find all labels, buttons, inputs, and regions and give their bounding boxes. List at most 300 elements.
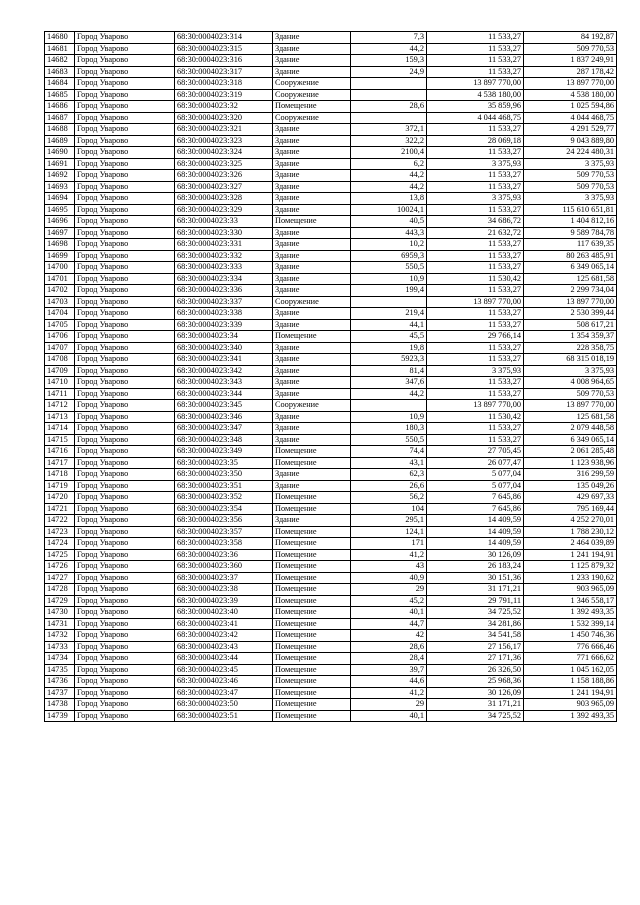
area-cell: 29 xyxy=(351,699,427,711)
object-type-cell: Здание xyxy=(273,365,351,377)
area-cell: 45,2 xyxy=(351,595,427,607)
specific-value-cell: 29 766,14 xyxy=(427,331,524,343)
cadastral-value-cell: 125 681,58 xyxy=(524,411,617,423)
row-number-cell: 14708 xyxy=(45,354,75,366)
table-row xyxy=(45,492,617,504)
table-row xyxy=(45,687,617,699)
object-type-cell: Помещение xyxy=(273,457,351,469)
cadastral-number-cell: 68:30:0004023:33 xyxy=(175,216,273,228)
area-cell: 44,2 xyxy=(351,388,427,400)
row-number-cell: 14699 xyxy=(45,250,75,262)
row-number-cell: 14726 xyxy=(45,561,75,573)
object-type-cell: Помещение xyxy=(273,492,351,504)
area-cell: 40,1 xyxy=(351,710,427,722)
area-cell: 550,5 xyxy=(351,262,427,274)
locality-cell: Город Уварово xyxy=(75,227,175,239)
row-number-cell: 14696 xyxy=(45,216,75,228)
table-row xyxy=(45,158,617,170)
object-type-cell: Здание xyxy=(273,262,351,274)
cadastral-value-cell: 6 349 065,14 xyxy=(524,434,617,446)
area-cell: 41,2 xyxy=(351,549,427,561)
area-cell: 10,9 xyxy=(351,273,427,285)
locality-cell: Город Уварово xyxy=(75,618,175,630)
table-row xyxy=(45,239,617,251)
area-cell: 159,3 xyxy=(351,55,427,67)
table-row xyxy=(45,595,617,607)
table-row xyxy=(45,423,617,435)
table-row xyxy=(45,365,617,377)
table-row xyxy=(45,135,617,147)
row-number-cell: 14689 xyxy=(45,135,75,147)
cadastral-number-cell: 68:30:0004023:323 xyxy=(175,135,273,147)
cadastral-number-cell: 68:30:0004023:327 xyxy=(175,181,273,193)
cadastral-value-cell: 508 617,21 xyxy=(524,319,617,331)
table-row xyxy=(45,319,617,331)
object-type-cell: Помещение xyxy=(273,446,351,458)
table-row xyxy=(45,653,617,665)
table-row xyxy=(45,630,617,642)
row-number-cell: 14698 xyxy=(45,239,75,251)
row-number-cell: 14735 xyxy=(45,664,75,676)
table-row xyxy=(45,193,617,205)
table-row xyxy=(45,66,617,78)
cadastral-number-cell: 68:30:0004023:37 xyxy=(175,572,273,584)
row-number-cell: 14706 xyxy=(45,331,75,343)
cadastral-value-cell: 1 354 359,37 xyxy=(524,331,617,343)
object-type-cell: Здание xyxy=(273,273,351,285)
cadastral-value-cell: 115 610 651,81 xyxy=(524,204,617,216)
locality-cell: Город Уварово xyxy=(75,400,175,412)
cadastral-value-cell: 1 404 812,16 xyxy=(524,216,617,228)
table-row xyxy=(45,273,617,285)
locality-cell: Город Уварово xyxy=(75,273,175,285)
specific-value-cell: 11 533,27 xyxy=(427,319,524,331)
object-type-cell: Помещение xyxy=(273,216,351,228)
table-row xyxy=(45,296,617,308)
cadastral-number-cell: 68:30:0004023:358 xyxy=(175,538,273,550)
object-type-cell: Здание xyxy=(273,285,351,297)
table-row xyxy=(45,308,617,320)
area-cell: 19,8 xyxy=(351,342,427,354)
object-type-cell: Здание xyxy=(273,227,351,239)
row-number-cell: 14700 xyxy=(45,262,75,274)
cadastral-number-cell: 68:30:0004023:338 xyxy=(175,308,273,320)
cadastral-number-cell: 68:30:0004023:319 xyxy=(175,89,273,101)
cadastral-number-cell: 68:30:0004023:340 xyxy=(175,342,273,354)
row-number-cell: 14680 xyxy=(45,32,75,44)
specific-value-cell: 11 533,27 xyxy=(427,342,524,354)
object-type-cell: Сооружение xyxy=(273,296,351,308)
cadastral-number-cell: 68:30:0004023:36 xyxy=(175,549,273,561)
specific-value-cell: 11 533,27 xyxy=(427,377,524,389)
locality-cell: Город Уварово xyxy=(75,492,175,504)
cadastral-value-cell: 2 079 448,58 xyxy=(524,423,617,435)
object-type-cell: Здание xyxy=(273,354,351,366)
area-cell: 81,4 xyxy=(351,365,427,377)
table-row xyxy=(45,641,617,653)
table-row xyxy=(45,469,617,481)
row-number-cell: 14723 xyxy=(45,526,75,538)
object-type-cell: Сооружение xyxy=(273,78,351,90)
cadastral-number-cell: 68:30:0004023:38 xyxy=(175,584,273,596)
specific-value-cell: 11 533,27 xyxy=(427,423,524,435)
specific-value-cell: 11 533,27 xyxy=(427,354,524,366)
cadastral-number-cell: 68:30:0004023:50 xyxy=(175,699,273,711)
table-row xyxy=(45,538,617,550)
area-cell: 44,1 xyxy=(351,319,427,331)
locality-cell: Город Уварово xyxy=(75,607,175,619)
locality-cell: Город Уварово xyxy=(75,262,175,274)
area-cell: 5923,3 xyxy=(351,354,427,366)
row-number-cell: 14719 xyxy=(45,480,75,492)
area-cell: 62,3 xyxy=(351,469,427,481)
cadastral-number-cell: 68:30:0004023:352 xyxy=(175,492,273,504)
row-number-cell: 14709 xyxy=(45,365,75,377)
object-type-cell: Здание xyxy=(273,170,351,182)
table-row xyxy=(45,227,617,239)
cadastral-value-cell: 3 375,93 xyxy=(524,193,617,205)
row-number-cell: 14713 xyxy=(45,411,75,423)
cadastral-value-cell: 2 464 039,89 xyxy=(524,538,617,550)
row-number-cell: 14681 xyxy=(45,43,75,55)
specific-value-cell: 26 077,47 xyxy=(427,457,524,469)
object-type-cell: Здание xyxy=(273,480,351,492)
table-row xyxy=(45,515,617,527)
cadastral-number-cell: 68:30:0004023:318 xyxy=(175,78,273,90)
specific-value-cell: 11 533,27 xyxy=(427,170,524,182)
cadastral-number-cell: 68:30:0004023:32 xyxy=(175,101,273,113)
specific-value-cell: 30 126,09 xyxy=(427,549,524,561)
cadastral-value-cell: 1 532 399,14 xyxy=(524,618,617,630)
row-number-cell: 14693 xyxy=(45,181,75,193)
cadastral-value-cell: 4 008 964,65 xyxy=(524,377,617,389)
area-cell: 180,3 xyxy=(351,423,427,435)
table-row xyxy=(45,124,617,136)
area-cell: 43,1 xyxy=(351,457,427,469)
object-type-cell: Помещение xyxy=(273,664,351,676)
row-number-cell: 14682 xyxy=(45,55,75,67)
cadastral-value-cell: 117 639,35 xyxy=(524,239,617,251)
cadastral-value-cell: 2 530 399,44 xyxy=(524,308,617,320)
cadastral-number-cell: 68:30:0004023:331 xyxy=(175,239,273,251)
object-type-cell: Здание xyxy=(273,423,351,435)
locality-cell: Город Уварово xyxy=(75,584,175,596)
row-number-cell: 14736 xyxy=(45,676,75,688)
cadastral-number-cell: 68:30:0004023:329 xyxy=(175,204,273,216)
area-cell: 44,2 xyxy=(351,181,427,193)
object-type-cell: Здание xyxy=(273,55,351,67)
cadastral-value-cell: 903 965,09 xyxy=(524,584,617,596)
table-row xyxy=(45,400,617,412)
row-number-cell: 14732 xyxy=(45,630,75,642)
specific-value-cell: 31 171,21 xyxy=(427,699,524,711)
object-type-cell: Сооружение xyxy=(273,112,351,124)
locality-cell: Город Уварово xyxy=(75,503,175,515)
locality-cell: Город Уварово xyxy=(75,354,175,366)
cadastral-value-cell: 6 349 065,14 xyxy=(524,262,617,274)
cadastral-number-cell: 68:30:0004023:346 xyxy=(175,411,273,423)
area-cell: 44,2 xyxy=(351,43,427,55)
row-number-cell: 14730 xyxy=(45,607,75,619)
specific-value-cell: 14 409,59 xyxy=(427,515,524,527)
row-number-cell: 14718 xyxy=(45,469,75,481)
cadastral-value-cell: 1 450 746,36 xyxy=(524,630,617,642)
area-cell xyxy=(351,400,427,412)
row-number-cell: 14692 xyxy=(45,170,75,182)
table-row xyxy=(45,710,617,722)
row-number-cell: 14731 xyxy=(45,618,75,630)
locality-cell: Город Уварово xyxy=(75,434,175,446)
locality-cell: Город Уварово xyxy=(75,676,175,688)
row-number-cell: 14733 xyxy=(45,641,75,653)
locality-cell: Город Уварово xyxy=(75,515,175,527)
object-type-cell: Здание xyxy=(273,250,351,262)
object-type-cell: Помещение xyxy=(273,561,351,573)
object-type-cell: Помещение xyxy=(273,572,351,584)
specific-value-cell: 34 725,52 xyxy=(427,607,524,619)
row-number-cell: 14715 xyxy=(45,434,75,446)
locality-cell: Город Уварово xyxy=(75,204,175,216)
locality-cell: Город Уварово xyxy=(75,112,175,124)
cadastral-number-cell: 68:30:0004023:345 xyxy=(175,400,273,412)
cadastral-value-cell: 9 589 784,78 xyxy=(524,227,617,239)
cadastral-value-cell: 509 770,53 xyxy=(524,388,617,400)
table-row xyxy=(45,584,617,596)
table-row xyxy=(45,549,617,561)
specific-value-cell: 11 533,27 xyxy=(427,250,524,262)
cadastral-value-cell: 1 241 194,91 xyxy=(524,687,617,699)
specific-value-cell: 35 859,96 xyxy=(427,101,524,113)
locality-cell: Город Уварово xyxy=(75,469,175,481)
cadastral-value-cell: 1 025 594,86 xyxy=(524,101,617,113)
specific-value-cell: 31 171,21 xyxy=(427,584,524,596)
table-row xyxy=(45,699,617,711)
locality-cell: Город Уварово xyxy=(75,411,175,423)
row-number-cell: 14724 xyxy=(45,538,75,550)
cadastral-value-cell: 3 375,93 xyxy=(524,365,617,377)
table-row xyxy=(45,112,617,124)
specific-value-cell: 25 968,36 xyxy=(427,676,524,688)
cadastral-value-cell: 1 392 493,35 xyxy=(524,710,617,722)
cadastral-value-cell: 509 770,53 xyxy=(524,43,617,55)
object-type-cell: Помещение xyxy=(273,618,351,630)
specific-value-cell: 30 126,09 xyxy=(427,687,524,699)
cadastral-number-cell: 68:30:0004023:357 xyxy=(175,526,273,538)
area-cell: 295,1 xyxy=(351,515,427,527)
locality-cell: Город Уварово xyxy=(75,296,175,308)
row-number-cell: 14702 xyxy=(45,285,75,297)
cadastral-number-cell: 68:30:0004023:320 xyxy=(175,112,273,124)
object-type-cell: Помещение xyxy=(273,331,351,343)
area-cell: 44,7 xyxy=(351,618,427,630)
specific-value-cell: 11 533,27 xyxy=(427,55,524,67)
cadastral-number-cell: 68:30:0004023:51 xyxy=(175,710,273,722)
table-row xyxy=(45,503,617,515)
area-cell xyxy=(351,89,427,101)
specific-value-cell: 3 375,93 xyxy=(427,193,524,205)
cadastral-number-cell: 68:30:0004023:334 xyxy=(175,273,273,285)
row-number-cell: 14717 xyxy=(45,457,75,469)
object-type-cell: Здание xyxy=(273,308,351,320)
table-row xyxy=(45,55,617,67)
cadastral-number-cell: 68:30:0004023:324 xyxy=(175,147,273,159)
row-number-cell: 14728 xyxy=(45,584,75,596)
specific-value-cell: 26 326,50 xyxy=(427,664,524,676)
row-number-cell: 14710 xyxy=(45,377,75,389)
specific-value-cell: 26 183,24 xyxy=(427,561,524,573)
object-type-cell: Здание xyxy=(273,469,351,481)
area-cell xyxy=(351,78,427,90)
specific-value-cell: 27 156,17 xyxy=(427,641,524,653)
area-cell: 29 xyxy=(351,584,427,596)
area-cell: 171 xyxy=(351,538,427,550)
table-row xyxy=(45,480,617,492)
cadastral-number-cell: 68:30:0004023:316 xyxy=(175,55,273,67)
table-row xyxy=(45,43,617,55)
row-number-cell: 14716 xyxy=(45,446,75,458)
cadastral-number-cell: 68:30:0004023:354 xyxy=(175,503,273,515)
locality-cell: Город Уварово xyxy=(75,595,175,607)
table-row xyxy=(45,101,617,113)
specific-value-cell: 27 705,45 xyxy=(427,446,524,458)
cadastral-value-cell: 228 358,75 xyxy=(524,342,617,354)
object-type-cell: Сооружение xyxy=(273,89,351,101)
object-type-cell: Помещение xyxy=(273,595,351,607)
row-number-cell: 14737 xyxy=(45,687,75,699)
object-type-cell: Здание xyxy=(273,342,351,354)
area-cell: 42 xyxy=(351,630,427,642)
area-cell: 2100,4 xyxy=(351,147,427,159)
cadastral-value-cell: 1 045 162,05 xyxy=(524,664,617,676)
locality-cell: Город Уварово xyxy=(75,538,175,550)
object-type-cell: Здание xyxy=(273,319,351,331)
locality-cell: Город Уварово xyxy=(75,285,175,297)
object-type-cell: Здание xyxy=(273,32,351,44)
cadastral-value-cell: 9 043 889,80 xyxy=(524,135,617,147)
row-number-cell: 14704 xyxy=(45,308,75,320)
specific-value-cell: 21 632,72 xyxy=(427,227,524,239)
area-cell: 104 xyxy=(351,503,427,515)
table-row xyxy=(45,147,617,159)
cadastral-value-cell: 1 346 558,17 xyxy=(524,595,617,607)
specific-value-cell: 3 375,93 xyxy=(427,365,524,377)
row-number-cell: 14711 xyxy=(45,388,75,400)
cadastral-value-cell: 287 178,42 xyxy=(524,66,617,78)
area-cell: 41,2 xyxy=(351,687,427,699)
specific-value-cell: 7 645,86 xyxy=(427,503,524,515)
area-cell: 24,9 xyxy=(351,66,427,78)
locality-cell: Город Уварово xyxy=(75,319,175,331)
area-cell: 26,6 xyxy=(351,480,427,492)
cadastral-value-cell: 4 044 468,75 xyxy=(524,112,617,124)
locality-cell: Город Уварово xyxy=(75,388,175,400)
property-table xyxy=(44,31,617,722)
object-type-cell: Здание xyxy=(273,124,351,136)
cadastral-number-cell: 68:30:0004023:348 xyxy=(175,434,273,446)
table-row xyxy=(45,342,617,354)
locality-cell: Город Уварово xyxy=(75,630,175,642)
object-type-cell: Здание xyxy=(273,377,351,389)
table-row xyxy=(45,664,617,676)
cadastral-number-cell: 68:30:0004023:336 xyxy=(175,285,273,297)
cadastral-number-cell: 68:30:0004023:45 xyxy=(175,664,273,676)
locality-cell: Город Уварово xyxy=(75,331,175,343)
area-cell: 43 xyxy=(351,561,427,573)
object-type-cell: Здание xyxy=(273,66,351,78)
locality-cell: Город Уварово xyxy=(75,342,175,354)
row-number-cell: 14688 xyxy=(45,124,75,136)
object-type-cell: Помещение xyxy=(273,699,351,711)
cadastral-number-cell: 68:30:0004023:40 xyxy=(175,607,273,619)
area-cell: 199,4 xyxy=(351,285,427,297)
locality-cell: Город Уварово xyxy=(75,480,175,492)
row-number-cell: 14705 xyxy=(45,319,75,331)
locality-cell: Город Уварово xyxy=(75,158,175,170)
object-type-cell: Помещение xyxy=(273,526,351,538)
specific-value-cell: 11 533,27 xyxy=(427,32,524,44)
cadastral-value-cell: 3 375,93 xyxy=(524,158,617,170)
locality-cell: Город Уварово xyxy=(75,710,175,722)
cadastral-number-cell: 68:30:0004023:315 xyxy=(175,43,273,55)
specific-value-cell: 14 409,59 xyxy=(427,526,524,538)
locality-cell: Город Уварово xyxy=(75,78,175,90)
table-row xyxy=(45,250,617,262)
locality-cell: Город Уварово xyxy=(75,365,175,377)
object-type-cell: Помещение xyxy=(273,503,351,515)
object-type-cell: Помещение xyxy=(273,538,351,550)
area-cell: 44,2 xyxy=(351,170,427,182)
object-type-cell: Здание xyxy=(273,388,351,400)
specific-value-cell: 11 533,27 xyxy=(427,181,524,193)
locality-cell: Город Уварово xyxy=(75,653,175,665)
row-number-cell: 14729 xyxy=(45,595,75,607)
cadastral-number-cell: 68:30:0004023:44 xyxy=(175,653,273,665)
locality-cell: Город Уварово xyxy=(75,89,175,101)
row-number-cell: 14734 xyxy=(45,653,75,665)
cadastral-value-cell: 2 061 285,48 xyxy=(524,446,617,458)
cadastral-number-cell: 68:30:0004023:42 xyxy=(175,630,273,642)
area-cell: 40,9 xyxy=(351,572,427,584)
specific-value-cell: 11 533,27 xyxy=(427,239,524,251)
cadastral-number-cell: 68:30:0004023:43 xyxy=(175,641,273,653)
object-type-cell: Помещение xyxy=(273,676,351,688)
cadastral-value-cell: 84 192,87 xyxy=(524,32,617,44)
object-type-cell: Здание xyxy=(273,43,351,55)
cadastral-number-cell: 68:30:0004023:330 xyxy=(175,227,273,239)
specific-value-cell: 11 533,27 xyxy=(427,262,524,274)
area-cell: 40,1 xyxy=(351,607,427,619)
cadastral-number-cell: 68:30:0004023:333 xyxy=(175,262,273,274)
specific-value-cell: 11 533,27 xyxy=(427,147,524,159)
cadastral-value-cell: 125 681,58 xyxy=(524,273,617,285)
object-type-cell: Помещение xyxy=(273,653,351,665)
cadastral-value-cell: 1 241 194,91 xyxy=(524,549,617,561)
cadastral-value-cell: 68 315 018,19 xyxy=(524,354,617,366)
locality-cell: Город Уварово xyxy=(75,101,175,113)
table-row xyxy=(45,561,617,573)
locality-cell: Город Уварово xyxy=(75,687,175,699)
cadastral-number-cell: 68:30:0004023:349 xyxy=(175,446,273,458)
row-number-cell: 14701 xyxy=(45,273,75,285)
specific-value-cell: 28 069,18 xyxy=(427,135,524,147)
table-row xyxy=(45,434,617,446)
row-number-cell: 14684 xyxy=(45,78,75,90)
locality-cell: Город Уварово xyxy=(75,170,175,182)
specific-value-cell: 11 530,42 xyxy=(427,411,524,423)
specific-value-cell: 11 533,27 xyxy=(427,388,524,400)
cadastral-value-cell: 771 666,62 xyxy=(524,653,617,665)
locality-cell: Город Уварово xyxy=(75,32,175,44)
